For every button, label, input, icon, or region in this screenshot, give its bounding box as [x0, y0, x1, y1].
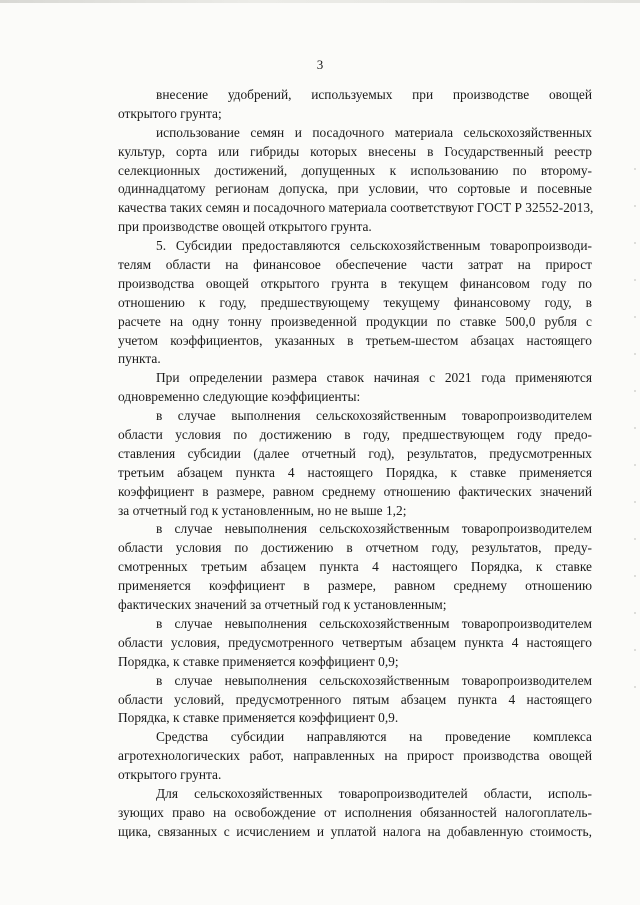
- text-line: производства овощей открытого грунта в текущем финансовом году по: [118, 275, 592, 291]
- text-line: отношению к году, предшествующему текущему финансовому году, в: [118, 294, 592, 310]
- text-line: в случае невыполнения сельскохозяйственным товаропроизводителем: [156, 615, 592, 631]
- page-number: 3: [316, 57, 324, 72]
- text-line: в случае невыполнения сельскохозяйственным товаропроизводителем: [156, 672, 592, 688]
- text-line: использование семян и посадочного материала сельскохозяйственных: [156, 124, 592, 140]
- text-line: области условия по достижению в отчетном году, результатов, преду-: [118, 540, 592, 556]
- scan-margin-marks: [634, 150, 636, 710]
- text-line: учетом коэффициентов, указанных в третьем-шестом абзацах настоящего: [118, 332, 592, 348]
- text-line: области условий, предусмотренного пятым абзацем пункта 4 настоящего: [118, 691, 592, 707]
- text-line: в случае выполнения сельскохозяйственным товаропроизводителем: [156, 408, 592, 424]
- text-line: При определении размера ставок начиная с 2021 года применяются: [156, 370, 592, 386]
- text-line: в случае невыполнения сельскохозяйственным товаропроизводителем: [156, 521, 592, 537]
- text-line: зующих право на освобождение от исполнения обязанностей налогоплатель-: [118, 804, 592, 820]
- text-line: щика, связанных с исчислением и уплатой налога на добавленную стоимость,: [118, 823, 592, 839]
- text-line: Порядка, к ставке применяется коэффициент 0,9.: [118, 710, 399, 726]
- text-line: открытого грунта.: [118, 767, 222, 783]
- document-body: [118, 86, 592, 842]
- text-line: одиннадцатому регионам допуска, при условии, что сортовые и посевные: [118, 181, 592, 197]
- scan-top-edge: [0, 0, 640, 3]
- text-line: качества таких семян и посадочного материала соответствуют ГОСТ Р 32552-2013,: [118, 200, 594, 216]
- text-line: области условия по достижению в году, предшествующем году предо-: [118, 427, 592, 443]
- text-line: селекционных достижений, допущенных к использованию по второму-: [118, 162, 592, 178]
- text-line: коэффициент в размере, равном среднему отношению фактических значений: [118, 483, 592, 499]
- text-line: пункта.: [118, 351, 161, 367]
- text-line: при производстве овощей открытого грунта.: [118, 219, 372, 235]
- text-line: применяется коэффициент в размере, равном среднему отношению: [118, 578, 592, 594]
- text-line: ставления субсидии (далее отчетный год), результатов, предусмотренных: [118, 445, 592, 461]
- text-line: области условия, предусмотренного четвертым абзацем пункта 4 настоящего: [118, 634, 592, 650]
- text-line: одновременно следующие коэффициенты:: [118, 389, 361, 405]
- text-line: культур, сорта или гибриды которых внесены в Государственный реестр: [118, 143, 592, 159]
- text-line: Порядка, к ставке применяется коэффициент 0,9;: [118, 653, 399, 669]
- text-line: Средства субсидии направляются на проведение комплекса: [156, 729, 592, 745]
- text-line: Для сельскохозяйственных товаропроизводителей области, исполь-: [156, 785, 592, 801]
- text-line: открытого грунта;: [118, 105, 222, 121]
- text-line: внесение удобрений, используемых при производстве овощей: [156, 87, 592, 102]
- text-line: телям области на финансовое обеспечение части затрат на прирост: [118, 257, 592, 273]
- text-line: 5. Субсидии предоставляются сельскохозяйственным товаропроизводи-: [156, 238, 592, 254]
- text-line: агротехнологических работ, направленных на прирост производства овощей: [118, 748, 592, 764]
- text-line: смотренных третьим абзацем пункта 4 настоящего Порядка, к ставке: [118, 559, 592, 575]
- text-line: расчете на одну тонну произведенной продукции по ставке 500,0 рубля с: [118, 313, 592, 329]
- text-line: третьим абзацем пункта 4 настоящего Порядка, к ставке применяется: [118, 464, 592, 480]
- text-line: фактических значений за отчетный год к установленным;: [118, 597, 447, 613]
- text-line: за отчетный год к установленным, но не выше 1,2;: [118, 502, 407, 518]
